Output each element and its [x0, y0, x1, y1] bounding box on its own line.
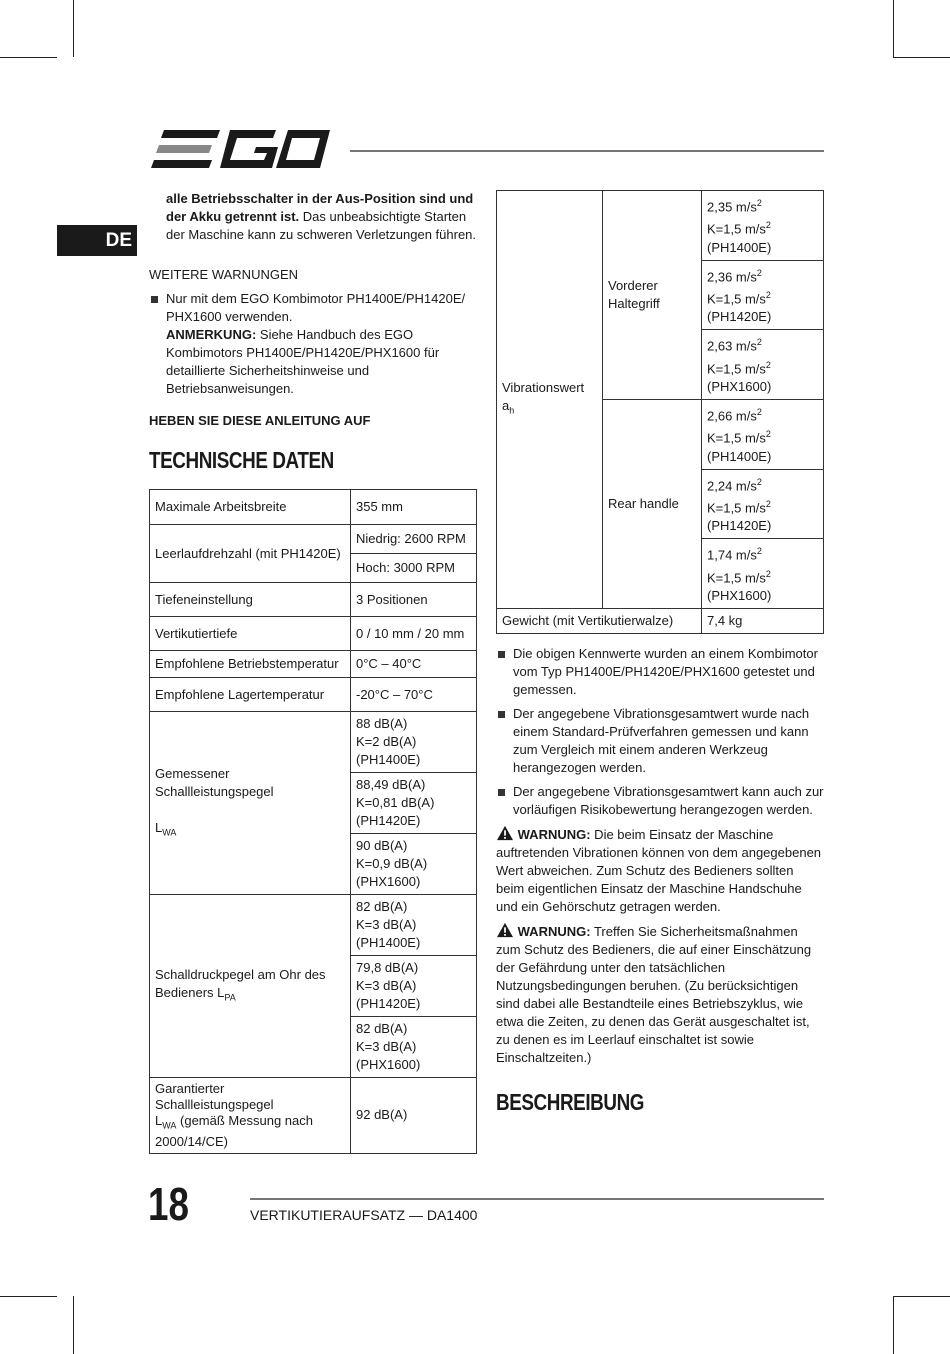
language-tab: DE: [57, 225, 137, 256]
notes-list: [496, 645, 824, 819]
rear-handle-cell: Rear handle: [603, 399, 702, 608]
list-item: Der angegebene Vibrationsgesamtwert kann auch zur vorläufigen Risikobewertung herangezogen werden.: [496, 783, 824, 819]
front-handle-cell: Vorderer Haltegriff: [603, 191, 702, 400]
spec-table: [149, 489, 477, 1154]
vibration-table: [496, 190, 824, 634]
crop-mark: [893, 57, 950, 58]
table-row: Gewicht (mit Vertikutierwalze) 7,4 kg: [497, 608, 824, 633]
further-warnings-list: [149, 290, 477, 398]
table-row: Empfohlene Betriebstemperatur 0°C – 40°C: [150, 651, 477, 678]
table-row: Garantierter Schallleistungspegel $L_{WA}$ (gemäß Messung nach 2000/14/CE) 92 dB(A): [150, 1078, 477, 1154]
warning-paragraph: WARNUNG: Die beim Einsatz der Maschine auftretenden Vibrationen können von dem angegebenen Wert abweichen. Zum Schutz des Bedieners sollten beim eigentlichen Einsatz der Maschine Handschuhe und ein Gehörschutz getragen werden.: [496, 826, 822, 914]
table-row: 82 dB(A) K=3 dB(A) (PHX1600): [150, 1017, 477, 1078]
keep-instructions-heading: HEBEN SIE DIESE ANLEITUNG AUF: [149, 413, 371, 428]
list-item: Der angegebene Vibrationsgesamtwert wurde nach einem Standard-Prüfverfahren gemessen und kann zum Vergleich mit einem anderen Werkzeug herangezogen werden.: [496, 705, 824, 777]
intro-bold: alle Betriebsschalter in der Aus-Position sind und der Akku getrennt ist.: [166, 191, 474, 224]
ego-logo: [150, 128, 330, 172]
intro-paragraph: [149, 190, 477, 244]
lwa-label-cell: Gemessener Schallleistungspegel $L_{WA}$: [150, 712, 351, 895]
guaranteed-label-cell: Garantierter Schallleistungspegel $L_{WA}$ (gemäß Messung nach 2000/14/CE): [150, 1078, 351, 1154]
vibration-label-cell: Vibrationswert $a_h$: [497, 191, 603, 609]
crop-mark: [893, 0, 894, 57]
table-row: Rear handle 2,66 $m/s^2$ K=1,5 $m/s^2$ (PH1400E): [497, 399, 824, 469]
table-row: 2,36 $m/s^2$ K=1,5 $m/s^2$ (PH1420E): [497, 260, 824, 330]
intro-rest: Das unbeabsichtigte Starten der Maschine kann zu schweren Verletzungen führen.: [166, 209, 477, 242]
table-row: Tiefeneinstellung 3 Positionen: [150, 583, 477, 617]
warning-icon: [496, 922, 514, 938]
page-number: 18: [148, 1178, 189, 1230]
warning-label: WARNUNG:: [517, 826, 591, 842]
lpa-label-cell: Schalldruckpegel am Ohr des Bedieners $L_{PA}$: [150, 895, 351, 1078]
technical-data-heading: TECHNISCHE DATEN: [149, 447, 334, 473]
crop-mark: [893, 1296, 894, 1354]
crop-mark: [0, 1296, 57, 1297]
crop-mark: [0, 57, 57, 58]
right-column: [496, 190, 824, 1131]
crop-mark: [73, 0, 74, 57]
note-label: ANMERKUNG:: [166, 327, 257, 342]
table-row: 88,49 dB(A) K=0,81 dB(A) (PH1420E): [150, 773, 477, 834]
table-row: Vibrationswert $a_h$ Vorderer Haltegriff 2,35 $m/s^2$ K=1,5 $m/s^2$ (PH1400E): [497, 191, 824, 261]
table-row: Empfohlene Lagertemperatur -20°C – 70°C: [150, 678, 477, 712]
warning-label: WARNUNG:: [517, 923, 591, 939]
table-row: Gemessener Schallleistungspegel $L_{WA}$ 88 dB(A) K=2 dB(A) (PH1400E): [150, 712, 477, 773]
table-row: Hoch: 3000 RPM: [150, 554, 477, 583]
note-text: Siehe Handbuch des EGO Kombimotors PH1400E/PH1420E/PHX1600 für detaillierte Sicherheitshinweise und Betriebsanweisungen.: [166, 327, 440, 396]
crop-mark: [893, 1296, 950, 1297]
warning-icon: [496, 825, 514, 841]
description-heading: BESCHREIBUNG: [496, 1088, 645, 1115]
table-row: Maximale Arbeitsbreite 355 mm: [150, 490, 477, 525]
warning-paragraph: WARNUNG: Treffen Sie Sicherheitsmaßnahmen zum Schutz des Bedieners, die auf einer Einschätzung der Gefährdung unter den tatsächlichen Nutzungsbedingungen beruhen. (Zu berücksichtigen sind dabei alle Bestandteile eines Betriebszyklus, wie etwa die Zeiten, zu denen das Gerät ausgeschaltet ist, zu denen es im Leerlauf einschaltet ist sowie Einschaltzeiten.): [496, 923, 812, 1065]
table-row: 1,74 $m/s^2$ K=1,5 $m/s^2$ (PHX1600): [497, 539, 824, 609]
list-item: Nur mit dem EGO Kombimotor PH1400E/PH1420E/ PHX1600 verwenden. ANMERKUNG: Siehe Handbuch des EGO Kombimotors PH1400E/PH1420E/PHX1600 für detaillierte Sicherheitshinweise und Betriebsanweisungen.: [149, 290, 477, 398]
table-row: 2,24 $m/s^2$ K=1,5 $m/s^2$ (PH1420E): [497, 469, 824, 539]
table-row: 79,8 dB(A) K=3 dB(A) (PH1420E): [150, 956, 477, 1017]
table-row: Schalldruckpegel am Ohr des Bedieners $L_{PA}$ 82 dB(A) K=3 dB(A) (PH1400E): [150, 895, 477, 956]
crop-mark: [73, 1296, 74, 1354]
list-item: Die obigen Kennwerte wurden an einem Kombimotor vom Typ PH1400E/PH1420E/PHX1600 getestet und gemessen.: [496, 645, 824, 699]
table-row: Vertikutiertiefe 0 / 10 mm / 20 mm: [150, 617, 477, 651]
further-warnings-heading: WEITERE WARNUNGEN: [149, 267, 299, 282]
table-row: 2,63 $m/s^2$ K=1,5 $m/s^2$ (PHX1600): [497, 330, 824, 400]
table-row: 90 dB(A) K=0,9 dB(A) (PHX1600): [150, 834, 477, 895]
table-row: Leerlaufdrehzahl (mit PH1420E) Niedrig: 2600 RPM: [150, 525, 477, 554]
footer-rule: [250, 1198, 824, 1200]
left-column: [149, 190, 477, 1154]
header-rule: [350, 150, 824, 152]
footer-title: VERTIKUTIERAUFSATZ — DA1400: [250, 1207, 478, 1223]
